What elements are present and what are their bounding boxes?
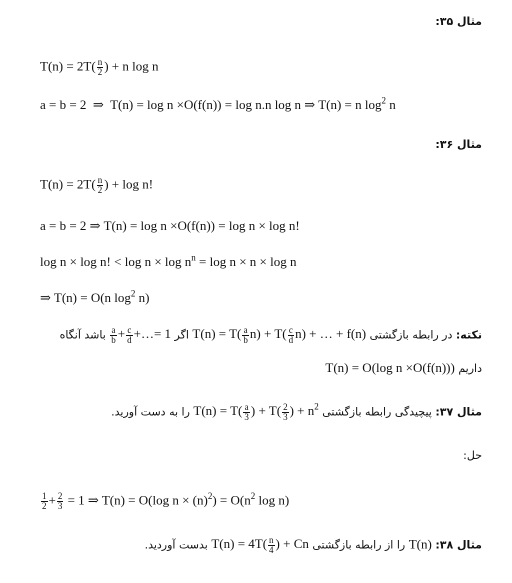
ex36-equation-1: T(n) = 2T( $\frac{n}{2}$ ) + log n! bbox=[40, 175, 154, 195]
ex36-equation-2: a = b = 2 ⇒ T(n) = log n ×O(f(n)) = log n × log n! bbox=[40, 218, 300, 233]
ex35-equation-2: a = b = 2 ⇒ T(n) = log n ×O(f(n)) = log n.n log n ⇒ T(n) = n $\log^2 n$ bbox=[40, 95, 396, 112]
example-35-label: مثال ۳۵: bbox=[435, 15, 482, 28]
note-line-2: داریم T(n) = O(log n ×O(f(n))) bbox=[325, 360, 482, 375]
solution-equation: $\frac{1}{2}$ + $\frac{2}{3}$ = 1 ⇒ T(n) = O(log $n \times (n)^2) = O(n^2$ log n) bbox=[42, 491, 290, 511]
note-line-1: نکته: در رابطه بازگشتی T(n) = T( $\frac{a}{b}$ n) + T( $\frac{c}{d}$ n) + … + f(n) اگر $\frac{a}{b}$ + $\frac{c}{d}$ +…= 1 باشد آنگاه bbox=[59, 325, 482, 345]
example-36-label: مثال ۳۶: bbox=[435, 138, 482, 151]
example-37-line: مثال ۳۷: پیچیدگی رابطه بازگشتی T(n) = T( $\frac{a}{3}$ ) + T( $\frac{2}{3}$ ) + $n^2$ را به دست آورید. bbox=[111, 402, 482, 422]
ex35-equation-1: T(n) = 2T( $\frac{n}{2}$ ) + n log n bbox=[40, 57, 159, 77]
example-38-line: مثال ۳۸: T(n) را از رابطه بازگشتی T(n) = 4T( $\frac{n}{4}$ ) + Cn بدست آوردید. bbox=[144, 535, 482, 555]
ex36-equation-3: log n × log n! < $\log n \times \log n^n = \log n \times n \times \log n$ bbox=[40, 252, 297, 269]
solution-label: حل: bbox=[463, 449, 482, 462]
ex36-equation-4: ⇒ T(n) = O(n $\log^2 n$) bbox=[40, 288, 150, 305]
